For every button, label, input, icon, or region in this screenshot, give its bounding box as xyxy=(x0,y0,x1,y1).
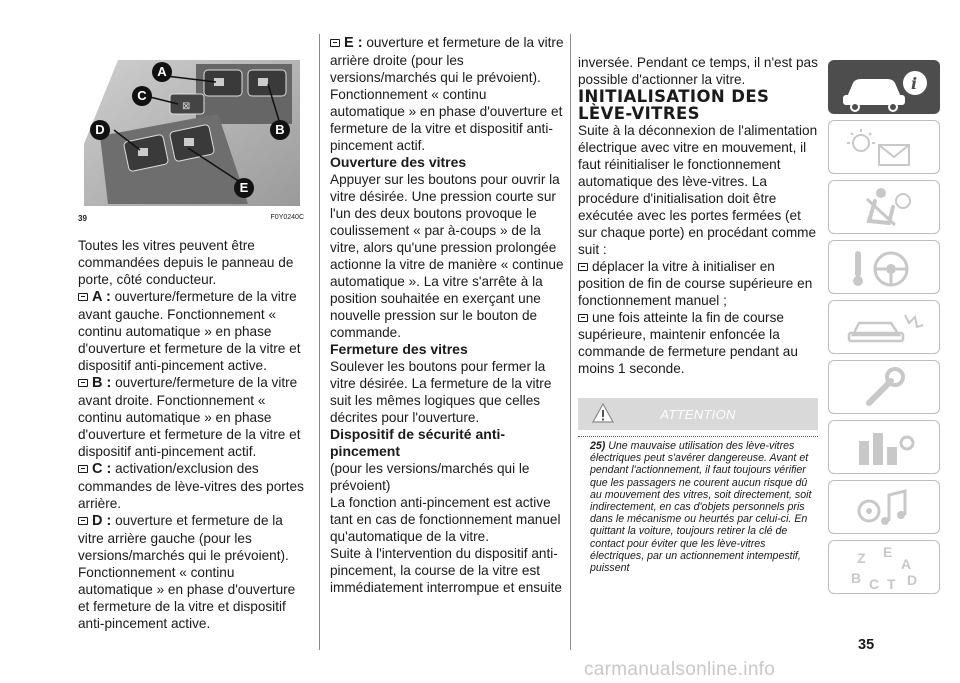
item-a xyxy=(78,288,310,374)
tab-multimedia[interactable] xyxy=(828,480,940,534)
anti-pinch-note: (pour les versions/marchés qui le prévoient) xyxy=(330,461,530,493)
item-letter: C : xyxy=(92,461,112,477)
bullet-icon xyxy=(578,314,588,322)
item-letter: A : xyxy=(92,289,111,305)
index-letter-c: C xyxy=(869,576,880,592)
step-text: une fois atteinte la fin de course supérieure, maintenir enfoncée la commande de fermeture pendant au moins 1 seconde. xyxy=(578,310,798,376)
attention-box xyxy=(578,398,818,603)
tab-maintenance[interactable] xyxy=(828,360,940,414)
attention-title: ATTENTION xyxy=(660,407,736,422)
index-letter-a: A xyxy=(901,556,912,572)
tab-car-info[interactable] xyxy=(828,60,940,114)
window-switch-figure xyxy=(78,54,306,212)
item-b xyxy=(78,374,310,460)
opening-paragraph: Appuyer sur les boutons pour ouvrir la vitre désirée. Une pression courte sur l'un des deux boutons provoque le coulissement « par à-coups » de la vitre, alors qu'une pression prolongée actionne la vitre de manière « continue automatique ». La vitre s'arrête à la position souhaitée en exerçant une nouvelle pression sur le bouton de commande. xyxy=(330,172,564,340)
item-letter: E : xyxy=(344,35,363,51)
heading-initialisation: INITIALISATION DES LÈVE-VITRES xyxy=(578,87,770,123)
figure-code: F0Y0240C xyxy=(270,214,304,221)
index-letter-z: Z xyxy=(857,550,866,566)
index-letter-d: D xyxy=(907,572,918,588)
anti-pinch-paragraph-2: Suite à l'intervention du dispositif anti-pincement, la course de la vitre est immédiatement interrompue et ensuite xyxy=(330,546,562,595)
multimedia-icon xyxy=(829,481,941,535)
bullet-icon xyxy=(78,293,88,301)
attention-number: 25) xyxy=(590,440,606,452)
bullet-icon xyxy=(330,39,340,47)
step-text: déplacer la vitre à initialiser en position de fin de course supérieure en fonctionnement manuel ; xyxy=(578,259,813,308)
bullet-icon xyxy=(78,517,88,525)
step-1 xyxy=(578,258,820,309)
watermark: carmanualsonline.info xyxy=(584,659,776,680)
column-divider xyxy=(570,34,571,650)
item-letter: D : xyxy=(92,513,112,529)
anti-pinch-paragraph-1: La fonction anti-pincement est active tant en cas de fonctionnement manuel qu'automatique de la vitre. xyxy=(330,495,561,544)
tab-safety[interactable] xyxy=(828,180,940,234)
heading-closing: Fermeture des vitres xyxy=(330,341,468,357)
page-number: 35 xyxy=(858,637,875,653)
heading-opening: Ouverture des vitres xyxy=(330,154,467,170)
tab-index[interactable] xyxy=(828,540,940,594)
initialisation-paragraph: Suite à la déconnexion de l'alimentation électrique avec vitre en mouvement, il faut réinitialiser le fonctionnement automatique des lève-vitres. La procédure d'initialisation doit être exécutée avec les portes fermées (et sur chaque porte) en procédant comme suit : xyxy=(578,123,818,257)
column-3 xyxy=(578,54,820,377)
item-letter: B : xyxy=(92,375,112,391)
intro-paragraph: Toutes les vitres peuvent être commandées depuis le panneau de porte, côté conducteur. xyxy=(78,238,294,287)
technical-data-icon xyxy=(829,421,941,475)
index-letter-e: E xyxy=(883,544,893,560)
column-1 xyxy=(78,237,310,632)
step-2 xyxy=(578,309,820,377)
index-letter-b: B xyxy=(851,570,862,586)
attention-body: Une mauvaise utilisation des lève-vitres électriques peut s'avérer dangereuse. Avant et pendant l'actionnement, il faut toujours vérifier que les passagers ne courent aucun risque dû au mouvement des vitres, soit directement, soit indirectement, en cas d'objets personnels pris dans le mécanisme ou heurtés par celui-ci. En quittant la voiture, toujours retirer la clé de contact pour éviter que les lève-vitres électriques, par un actionnement intempestif, puissent xyxy=(590,440,812,575)
callout-d: D xyxy=(90,120,110,140)
bullet-icon xyxy=(78,379,88,387)
callout-b: B xyxy=(270,120,290,140)
attention-text xyxy=(590,440,818,574)
attention-rule xyxy=(578,436,818,438)
attention-header xyxy=(578,398,818,430)
wrench-icon xyxy=(829,361,941,415)
item-text: ouverture et fermeture de la vitre arrière droite (pour les versions/marchés qui le prévoient). Fonctionnement « continu automatique » en phase d'ouverture et fermeture de la vitre et dispositif anti-pincement actif. xyxy=(330,35,564,153)
tab-warning-lights[interactable] xyxy=(828,120,940,174)
item-text: ouverture et fermeture de la vitre arrière gauche (pour les versions/marchés qui le prévoient). Fonctionnement « continu automatique » en phase d'ouverture et fermeture de la vitre et dispositif anti-pincement active. xyxy=(78,513,296,631)
callout-e: E xyxy=(234,178,254,198)
airbag-seat-icon xyxy=(829,181,941,235)
callout-c: C xyxy=(132,86,152,106)
tab-emergency[interactable] xyxy=(828,300,940,354)
svg-text:⊠: ⊠ xyxy=(182,101,191,112)
item-e xyxy=(330,34,564,154)
item-d xyxy=(78,512,310,632)
callout-a: A xyxy=(152,62,172,82)
steering-wheel-icon xyxy=(829,241,941,295)
index-letter-t: T xyxy=(887,576,896,592)
index-icon xyxy=(829,541,941,595)
bullet-icon xyxy=(578,263,588,271)
car-emergency-icon xyxy=(829,301,941,355)
column-2 xyxy=(330,34,564,596)
tab-technical-data[interactable] xyxy=(828,420,940,474)
figure-number: 39 xyxy=(78,214,87,223)
item-c xyxy=(78,460,310,512)
car-info-icon xyxy=(829,61,941,115)
bullet-icon xyxy=(78,465,88,473)
figure-caption xyxy=(78,214,306,226)
heading-anti-pinch: Dispositif de sécurité anti-pincement xyxy=(330,426,506,459)
item-text: ouverture/fermeture de la vitre avant droite. Fonctionnement « continu automatique » en phase d'ouverture et fermeture de la vitre et dispositif anti-pincement actif. xyxy=(78,375,301,459)
continued-paragraph: inversée. Pendant ce temps, il n'est pas possible d'actionner la vitre. xyxy=(578,55,818,87)
warning-lights-icon xyxy=(829,121,941,175)
item-text: ouverture/fermeture de la vitre avant gauche. Fonctionnement « continu automatique » en phase d'ouverture et fermeture de la vitre et dispositif anti-pincement active. xyxy=(78,289,301,373)
svg-text:i: i xyxy=(911,74,918,93)
closing-paragraph: Soulever les boutons pour fermer la vitre désirée. La fermeture de la vitre suit les mêmes logiques que celles décrites pour l'ouverture. xyxy=(330,359,552,425)
column-divider xyxy=(319,34,320,650)
item-text: activation/exclusion des commandes de lève-vitres des portes arrière. xyxy=(78,461,304,511)
tab-starting-driving[interactable] xyxy=(828,240,940,294)
